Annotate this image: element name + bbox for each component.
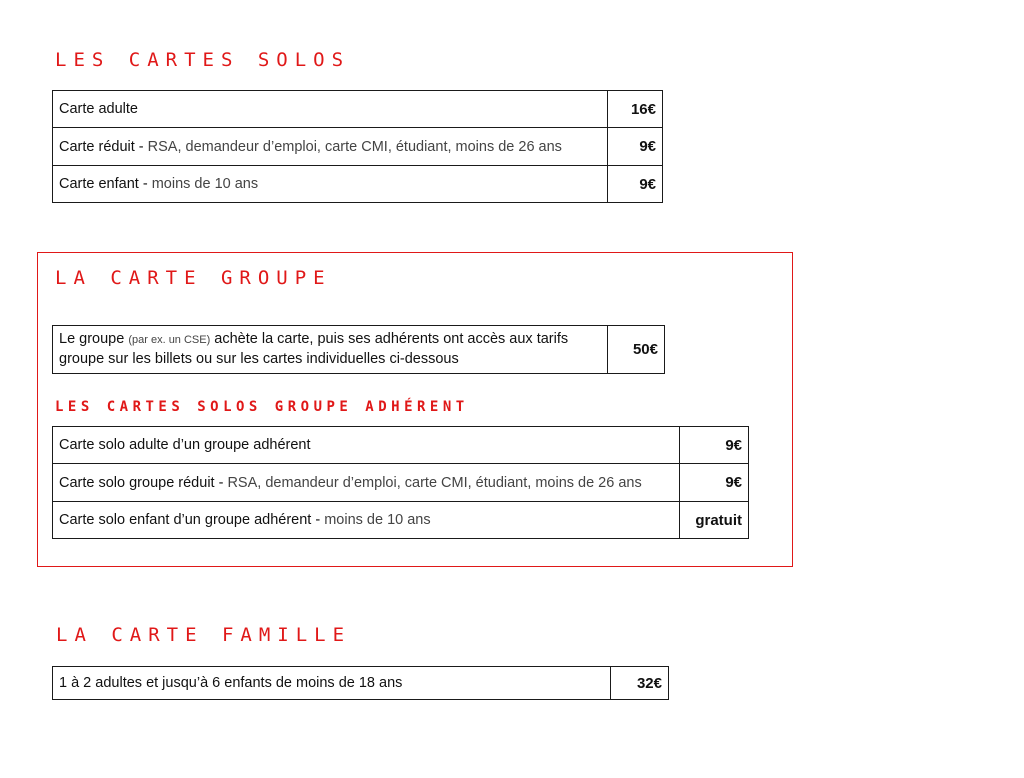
- row-label: Carte enfant -: [59, 176, 148, 192]
- row-detail: RSA, demandeur d’emploi, carte CMI, étudiant, moins de 26 ans: [147, 138, 562, 155]
- table-row: [53, 91, 663, 128]
- table-row: [53, 326, 665, 374]
- table-row: [53, 128, 663, 166]
- groupe-subtitle: LES CARTES SOLOS GROUPE ADHÉRENT: [55, 399, 469, 415]
- intro-example: (par ex. un CSE): [128, 334, 211, 346]
- row-detail: moins de 10 ans: [151, 176, 259, 192]
- groupe-intro-table: [52, 325, 665, 374]
- intro-text-middle: achète la carte, puis ses adhérents ont accès aux tarifs: [214, 331, 569, 347]
- intro-text-end: groupe sur les billets ou sur les cartes individuelles ci-dessous: [59, 350, 459, 367]
- row-price: 9€: [608, 128, 663, 166]
- row-label: Carte solo adulte d’un groupe adhérent: [59, 437, 311, 453]
- row-price: gratuit: [680, 502, 749, 539]
- row-price: 16€: [608, 91, 663, 128]
- table-row: [53, 464, 749, 502]
- row-label: 1 à 2 adultes et jusqu’à 6 enfants de moins de 18 ans: [59, 675, 403, 691]
- row-label: Carte solo groupe réduit -: [59, 474, 224, 491]
- row-label: Carte réduit -: [59, 138, 144, 155]
- row-label: Carte solo enfant d’un groupe adhérent -: [59, 512, 321, 528]
- solos-title: LES CARTES SOLOS: [55, 49, 351, 71]
- famille-price-table: [52, 666, 669, 700]
- groupe-price-table: [52, 426, 749, 539]
- groupe-title: LA CARTE GROUPE: [55, 267, 332, 289]
- solos-price-table: [52, 90, 663, 203]
- row-price: 9€: [680, 427, 749, 464]
- row-detail: moins de 10 ans: [324, 512, 431, 528]
- table-row: [53, 667, 669, 700]
- table-row: [53, 166, 663, 203]
- row-detail: RSA, demandeur d’emploi, carte CMI, étudiant, moins de 26 ans: [227, 474, 642, 491]
- table-row: [53, 427, 749, 464]
- table-row: [53, 502, 749, 539]
- intro-text-start: Le groupe: [59, 331, 125, 347]
- row-price: 50€: [608, 326, 665, 374]
- famille-title: LA CARTE FAMILLE: [56, 624, 352, 646]
- row-price: 9€: [608, 166, 663, 203]
- row-price: 9€: [680, 464, 749, 502]
- row-label: Carte adulte: [59, 101, 138, 117]
- row-price: 32€: [611, 667, 669, 700]
